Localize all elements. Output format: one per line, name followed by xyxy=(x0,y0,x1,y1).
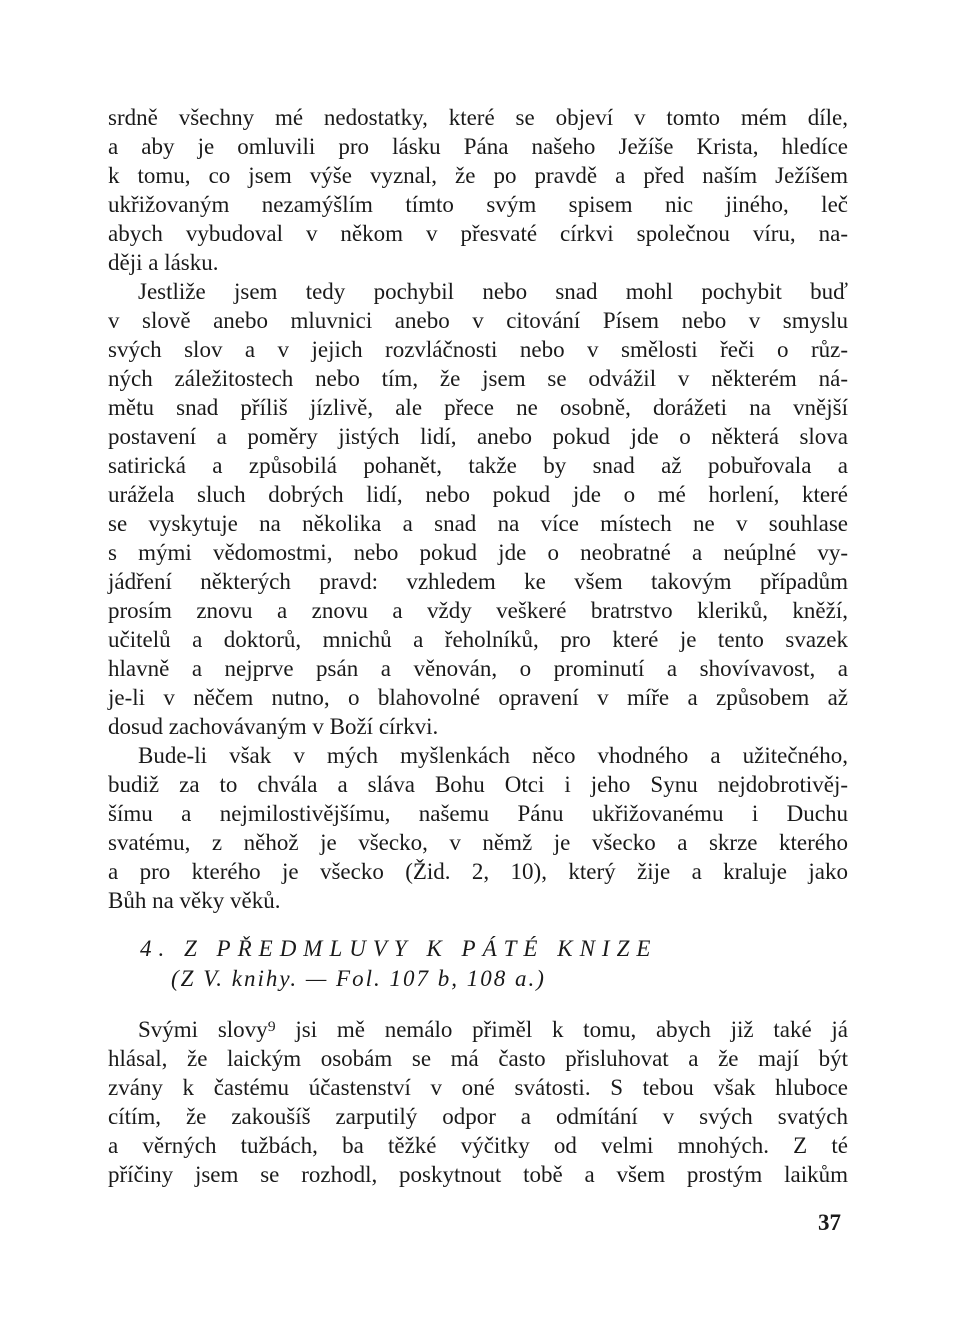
text-line: mětu snad příliš jízlivě, ale přece ne osobně, dorážeti na vnější xyxy=(108,395,848,420)
text-line: urážela sluch dobrých lidí, nebo pokud jde o mé horlení, které xyxy=(108,482,848,507)
text-line: k tomu, co jsem výše vyznal, že po pravdě a před naším Ježíšem xyxy=(108,163,848,188)
text-line: hlavně a nejprve psán a věnován, o prominutí a shovívavost, a xyxy=(108,656,848,681)
text-line: prosím znovu a znovu a vždy veškeré bratrstvo kleriků, kněží, xyxy=(108,598,848,623)
text-line: zvány k častému účastenství v oné svátosti. S tebou však hluboce xyxy=(108,1075,848,1100)
text-line: Bude-li však v mých myšlenkách něco vhodného a užitečného, xyxy=(138,743,848,768)
text-line: jádření některých pravd: vzhledem ke všem takovým případům xyxy=(108,569,848,594)
section-source: (Z V. knihy. — Fol. 107 b, 108 a.) xyxy=(171,966,546,991)
text-line: Svými slovy⁹ jsi mě nemálo přiměl k tomu, abych již také já xyxy=(138,1017,848,1042)
text-line: svatému, z něhož je všecko, v němž je všecko a skrze kterého xyxy=(108,830,848,855)
text-line: abych vybudoval v někom v přesvaté církvi společnou víru, na- xyxy=(108,221,848,246)
section-title: 4. Z PŘEDMLUVY K PÁTÉ KNIZE xyxy=(140,936,658,961)
text-line: dosud zachovávaným v Boží církvi. xyxy=(108,714,439,739)
text-line: svých slov a v jejich rozvláčnosti nebo v smělosti řeči o růz- xyxy=(108,337,848,362)
page-number: 37 xyxy=(818,1210,841,1235)
paragraph-2 xyxy=(108,277,848,741)
text-line: srdně všechny mé nedostatky, které se objeví v tomto mém díle, xyxy=(108,105,848,130)
text-line: budiž za to chvála a sláva Bohu Otci i jeho Synu nejdobrotivěj- xyxy=(108,772,848,797)
text-line: cítím, že zakoušíš zarputilý odpor a odmítání v svých svatých xyxy=(108,1104,848,1129)
text-line: postavení a poměry jistých lidí, anebo pokud jde o některá slova xyxy=(108,424,848,449)
section-heading xyxy=(140,934,700,994)
text-line: a věrných tužbách, ba těžké výčitky od velmi mnohých. Z té xyxy=(108,1133,848,1158)
text-line: satirická a způsobilá pohanět, takže by snad až pobuřovala a xyxy=(108,453,848,478)
paragraph-3 xyxy=(108,741,848,915)
text-line: se vyskytuje na několika a snad na více místech ne v souhlase xyxy=(108,511,848,536)
text-line: je-li v něčem nutno, o blahovolné opravení v míře a způsobem až xyxy=(108,685,848,710)
text-line: Jestliže jsem tedy pochybil nebo snad mohl pochybit buď xyxy=(138,279,848,304)
text-line: ných záležitostech nebo tím, že jsem se odvážil v některém ná- xyxy=(108,366,848,391)
text-line: v slově anebo mluvnici anebo v citování Písem nebo v smyslu xyxy=(108,308,848,333)
text-line: šímu a nejmilostivějšímu, našemu Pánu ukřižovanému i Duchu xyxy=(108,801,848,826)
paragraph-1 xyxy=(108,103,848,277)
text-line: ukřižovaným nezamýšlím tímto svým spisem nic jiného, leč xyxy=(108,192,848,217)
text-line: Bůh na věky věků. xyxy=(108,888,281,913)
text-line: s mými vědomostmi, nebo pokud jde o neobratné a neúplné vy- xyxy=(108,540,848,565)
text-line: ději a lásku. xyxy=(108,250,219,275)
text-line: příčiny jsem se rozhodl, poskytnout tobě a všem prostým laikům xyxy=(108,1162,848,1187)
text-line: hlásal, že laickým osobám se má často přisluhovat a že mají být xyxy=(108,1046,848,1071)
paragraph-4 xyxy=(108,1015,848,1189)
text-line: a aby je omluvili pro lásku Pána našeho Ježíše Krista, hledíce xyxy=(108,134,848,159)
text-line: učitelů a doktorů, mnichů a řeholníků, pro které je tento svazek xyxy=(108,627,848,652)
text-line: a pro kterého je všecko (Žid. 2, 10), který žije a kraluje jako xyxy=(108,859,848,884)
